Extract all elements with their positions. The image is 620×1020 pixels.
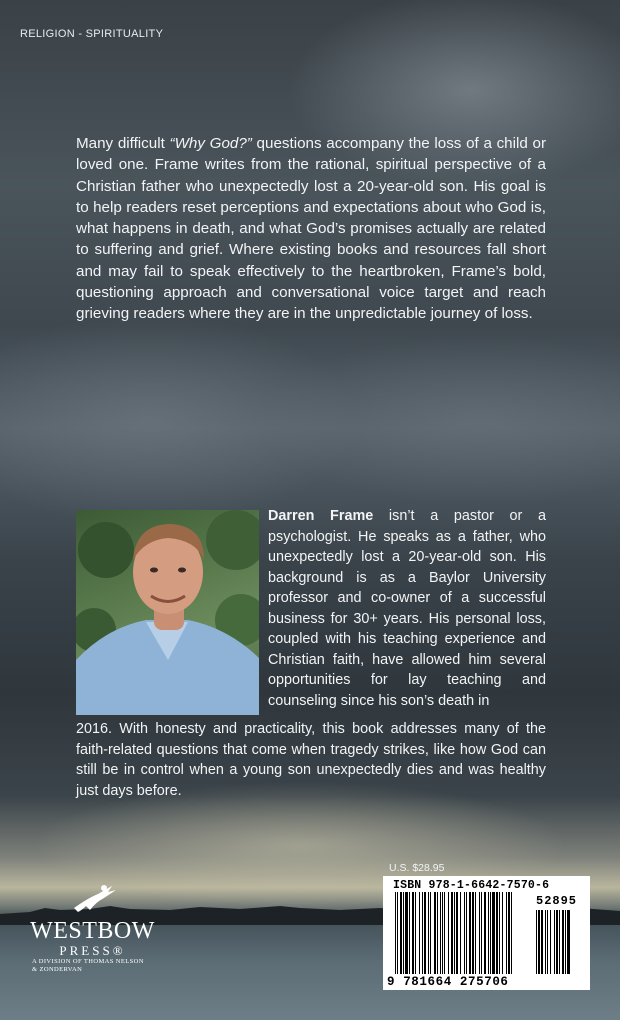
blurb-rest: questions accompany the loss of a child or loved one. Frame writes from the rational, spiritual perspective of a Christian father who unexpectedly lost a 20-year-old son. His goal is to help readers reset perceptions and expectations about who God is, what happens in death, and what God’s promises actually are related to suffering and grief. Where existing books and resources fall short and may fail to speak effectively to the heartbroken, Frame’s bold, questioning approach and conversational voice target and reach grieving readers where they are in the unpredictable journey of loss. <box>76 135 546 323</box>
barcode <box>383 876 590 990</box>
publisher-press: PRESS® <box>59 943 126 958</box>
barcode-bar <box>405 892 408 974</box>
barcode-bar <box>454 892 455 974</box>
leaping-figure-icon <box>68 880 118 914</box>
barcode-bar <box>451 892 453 974</box>
barcode-bar <box>430 892 431 974</box>
barcode-bar <box>562 910 564 974</box>
barcode-bar <box>479 892 480 974</box>
barcode-digits: 9 781664 275706 <box>387 975 509 989</box>
author-photo <box>76 510 259 715</box>
barcode-bar <box>492 892 495 974</box>
barcode-bar <box>496 892 498 974</box>
barcode-bar <box>395 892 396 974</box>
barcode-bar <box>466 892 467 974</box>
price-addon-code: 52895 <box>536 894 578 908</box>
barcode-bar <box>403 892 404 974</box>
barcode-bar <box>437 892 438 974</box>
price-label: U.S. $28.95 <box>389 862 445 874</box>
barcode-bar <box>536 910 537 974</box>
barcode-bar <box>490 892 491 974</box>
blurb-emphasis: “Why God?” <box>169 135 252 152</box>
author-portrait-illustration <box>76 510 259 715</box>
publisher-name: WESTBOW <box>30 918 155 944</box>
barcode-bar <box>545 910 546 974</box>
barcode-bar <box>460 892 461 974</box>
barcode-bar <box>397 892 398 974</box>
author-bio-bottom: 2016. With honesty and practicality, this book addresses many of the faith-related questions that come when tragedy strikes, like how God can still be in control when a young son unexpectedly dies and was healthy just days before. <box>76 721 546 799</box>
barcode-bar <box>556 910 558 974</box>
barcode-bar <box>464 892 465 974</box>
barcode-bar <box>484 892 486 974</box>
description-blurb <box>76 133 546 325</box>
author-name: Darren Frame <box>268 508 374 524</box>
publisher-division-line1: A DIVISION OF THOMAS NELSON <box>32 958 144 965</box>
barcode-bar <box>419 892 420 974</box>
addon-bars <box>536 910 582 974</box>
barcode-bar <box>469 892 471 974</box>
barcode-bar <box>538 910 540 974</box>
barcode-bar <box>440 892 441 974</box>
barcode-bar <box>424 892 426 974</box>
barcode-bar <box>502 892 503 974</box>
barcode-bar <box>481 892 482 974</box>
blurb-lead: Many difficult <box>76 135 170 152</box>
ean13-bars <box>395 892 529 974</box>
barcode-bar <box>506 892 507 974</box>
barcode-bar <box>444 892 445 974</box>
barcode-bar <box>559 910 560 974</box>
barcode-bar <box>456 892 458 974</box>
isbn-label: ISBN 978-1-6642-7570-6 <box>393 879 550 892</box>
barcode-bar <box>409 892 410 974</box>
barcode-bar <box>567 910 570 974</box>
barcode-bar <box>550 910 551 974</box>
barcode-bar <box>565 910 566 974</box>
barcode-bar <box>554 910 555 974</box>
barcode-bar <box>541 910 543 974</box>
genre-label: RELIGION - SPIRITUALITY <box>20 28 164 40</box>
barcode-bar <box>442 892 443 974</box>
author-bio-top <box>268 506 546 711</box>
barcode-bar <box>448 892 449 974</box>
barcode-bar <box>488 892 489 974</box>
barcode-bar <box>434 892 436 974</box>
barcode-bar <box>511 892 512 974</box>
barcode-bar <box>472 892 474 974</box>
barcode-bar <box>422 892 423 974</box>
barcode-bar <box>400 892 402 974</box>
barcode-bar <box>415 892 416 974</box>
barcode-bar <box>547 910 548 974</box>
bio-text-top: isn’t a pastor or a psychologist. He speaks as a father, who unexpectedly lost a 20-year-old son. His background is as a Baylor University professor and co-owner of a successful business for 30+ years. His personal loss, coupled with his teaching experience and Christian faith, have allowed him several opportunities for lay teaching and counseling since his son’s death in <box>268 508 546 709</box>
barcode-bar <box>412 892 414 974</box>
barcode-bar <box>475 892 476 974</box>
publisher-division-line2: & ZONDERVAN <box>32 966 83 973</box>
publisher-logo <box>20 880 165 974</box>
barcode-bar <box>499 892 500 974</box>
barcode-bar <box>508 892 510 974</box>
barcode-bar <box>428 892 429 974</box>
